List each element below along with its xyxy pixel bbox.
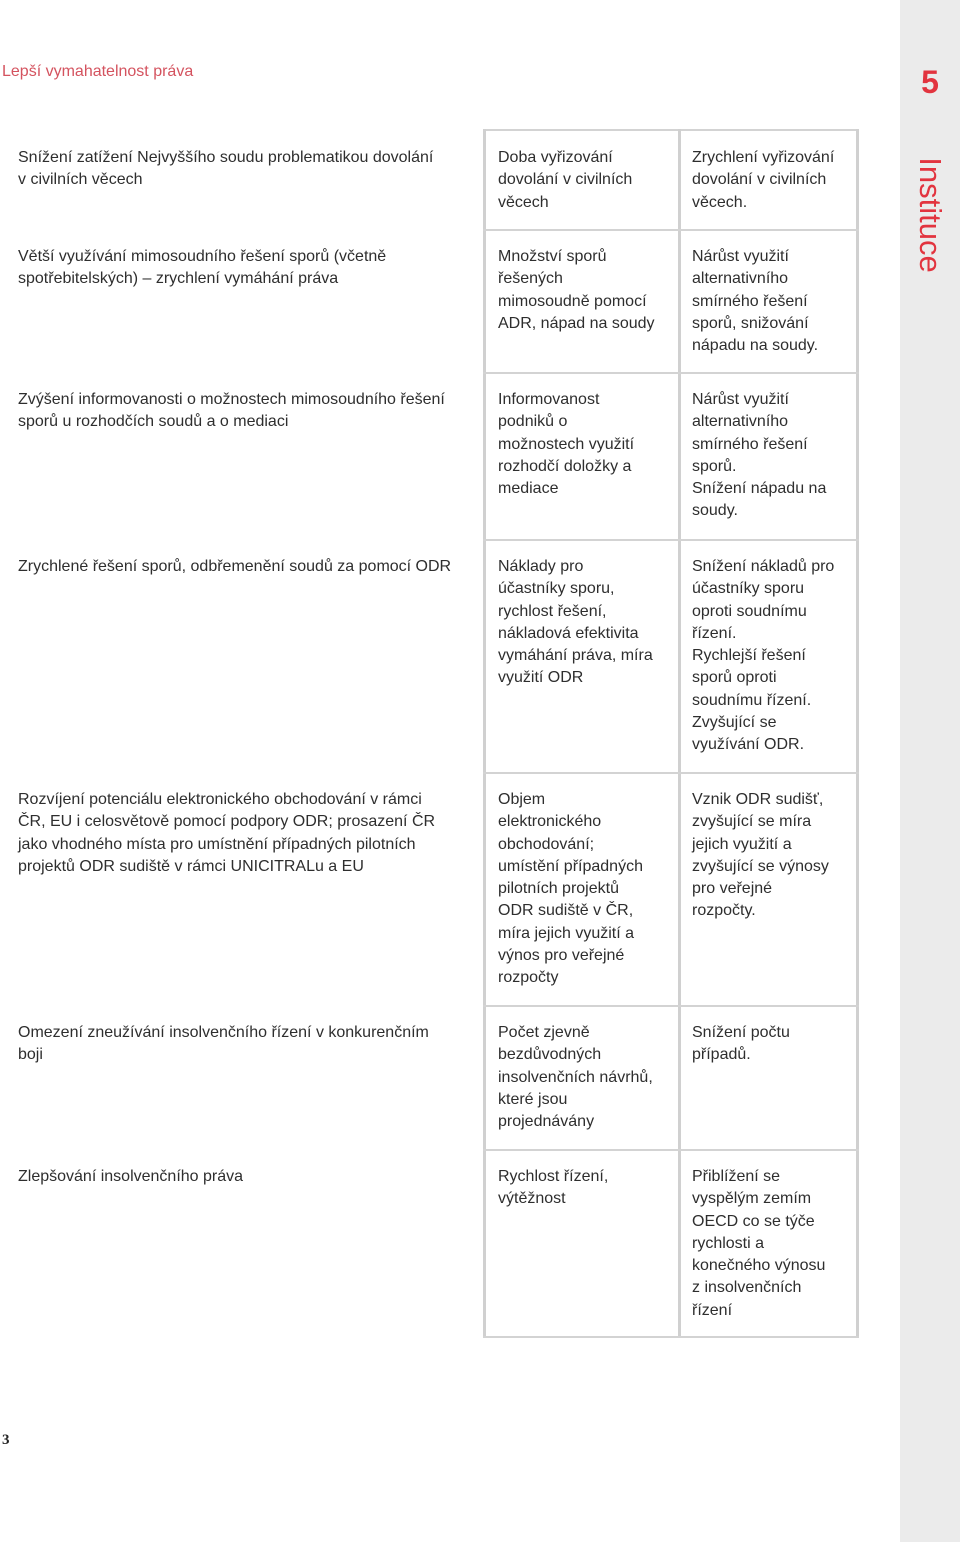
table-cell-indicator: Objem elektronického obchodování; umístění případných pilotních projektů ODR sudiště v ČR, míra jejich využití a výnos pro veřejné rozpočty: [498, 791, 643, 987]
table-bottom-border: [483, 1336, 859, 1338]
table-cell-impact: Zrychlení vyřizování dovolání v civilních věcech.: [692, 149, 835, 211]
table-cell-goal: Zrychlené řešení sporů, odbřemenění soudů za pomocí ODR: [18, 558, 452, 575]
table-cell-impact: Vznik ODR sudišť, zvyšující se míra jejich využití a zvyšující se výnosy pro veřejné rozpočty.: [692, 791, 829, 920]
table-cell-indicator: Rychlost řízení, výtěžnost: [498, 1168, 609, 1208]
row-divider: [483, 1005, 859, 1007]
table-top-border: [483, 129, 859, 131]
column-separator: [483, 129, 486, 1338]
table-cell-indicator: Náklady pro účastníky sporu, rychlost řešení, nákladová efektivita vymáhání práva, míra využití ODR: [498, 558, 653, 687]
row-divider: [483, 229, 859, 231]
page-number: 3: [2, 1432, 10, 1448]
table-cell-indicator: Informovanost podniků o možnostech využití rozhodčí doložky a mediace: [498, 391, 635, 498]
chapter-label: Instituce: [913, 157, 948, 273]
table-cell-goal: Omezení zneužívání insolvenčního řízení v konkurenčním boji: [18, 1024, 429, 1064]
row-divider: [483, 539, 859, 541]
column-separator: [678, 129, 681, 1338]
row-divider: [483, 372, 859, 374]
table-cell-goal: Rozvíjení potenciálu elektronického obchodování v rámci ČR, EU i celosvětově pomocí podpory ODR; prosazení ČR jako vhodného místa pro umístnění případných pilotních projektů ODR sudiště v rámci UNICITRALu a EU: [18, 791, 436, 875]
row-divider: [483, 772, 859, 774]
table-cell-goal: Zlepšování insolvenčního práva: [18, 1168, 244, 1185]
chapter-number: 5: [921, 64, 939, 100]
table-cell-impact: Přiblížení se vyspělým zemím OECD co se týče rychlosti a konečného výnosu z insolvenčních řízení: [692, 1168, 826, 1319]
table-cell-goal: Snížení zatížení Nejvyššího soudu problematikou dovolání v civilních věcech: [18, 149, 434, 189]
table-cell-impact: Snížení počtu případů.: [692, 1024, 790, 1064]
table-cell-indicator: Doba vyřizování dovolání v civilních věcech: [498, 149, 633, 211]
row-divider: [483, 1149, 859, 1151]
table-cell-impact: Snížení nákladů pro účastníky sporu oproti soudnímu řízení. Rychlejší řešení sporů oproti soudnímu řízení. Zvyšující se využívání ODR.: [692, 558, 835, 754]
table-cell-impact: Nárůst využití alternativního smírného řešení sporů. Snížení nápadu na soudy.: [692, 391, 827, 520]
header-title: Lepší vymahatelnost práva: [2, 63, 194, 80]
table-cell-indicator: Počet zjevně bezdůvodných insolvenčních návrhů, které jsou projednávány: [498, 1024, 653, 1131]
table-cell-indicator: Množství sporů řešených mimosoudně pomocí ADR, nápad na soudy: [498, 248, 655, 332]
table-cell-impact: Nárůst využití alternativního smírného řešení sporů, snižování nápadu na soudy.: [692, 248, 819, 355]
table-cell-goal: Větší využívání mimosoudního řešení sporů (včetně spotřebitelských) – zrychlení vymáhání práva: [18, 248, 387, 288]
table-cell-goal: Zvýšení informovanosti o možnostech mimosoudního řešení sporů u rozhodčích soudů a o mediaci: [18, 391, 445, 431]
